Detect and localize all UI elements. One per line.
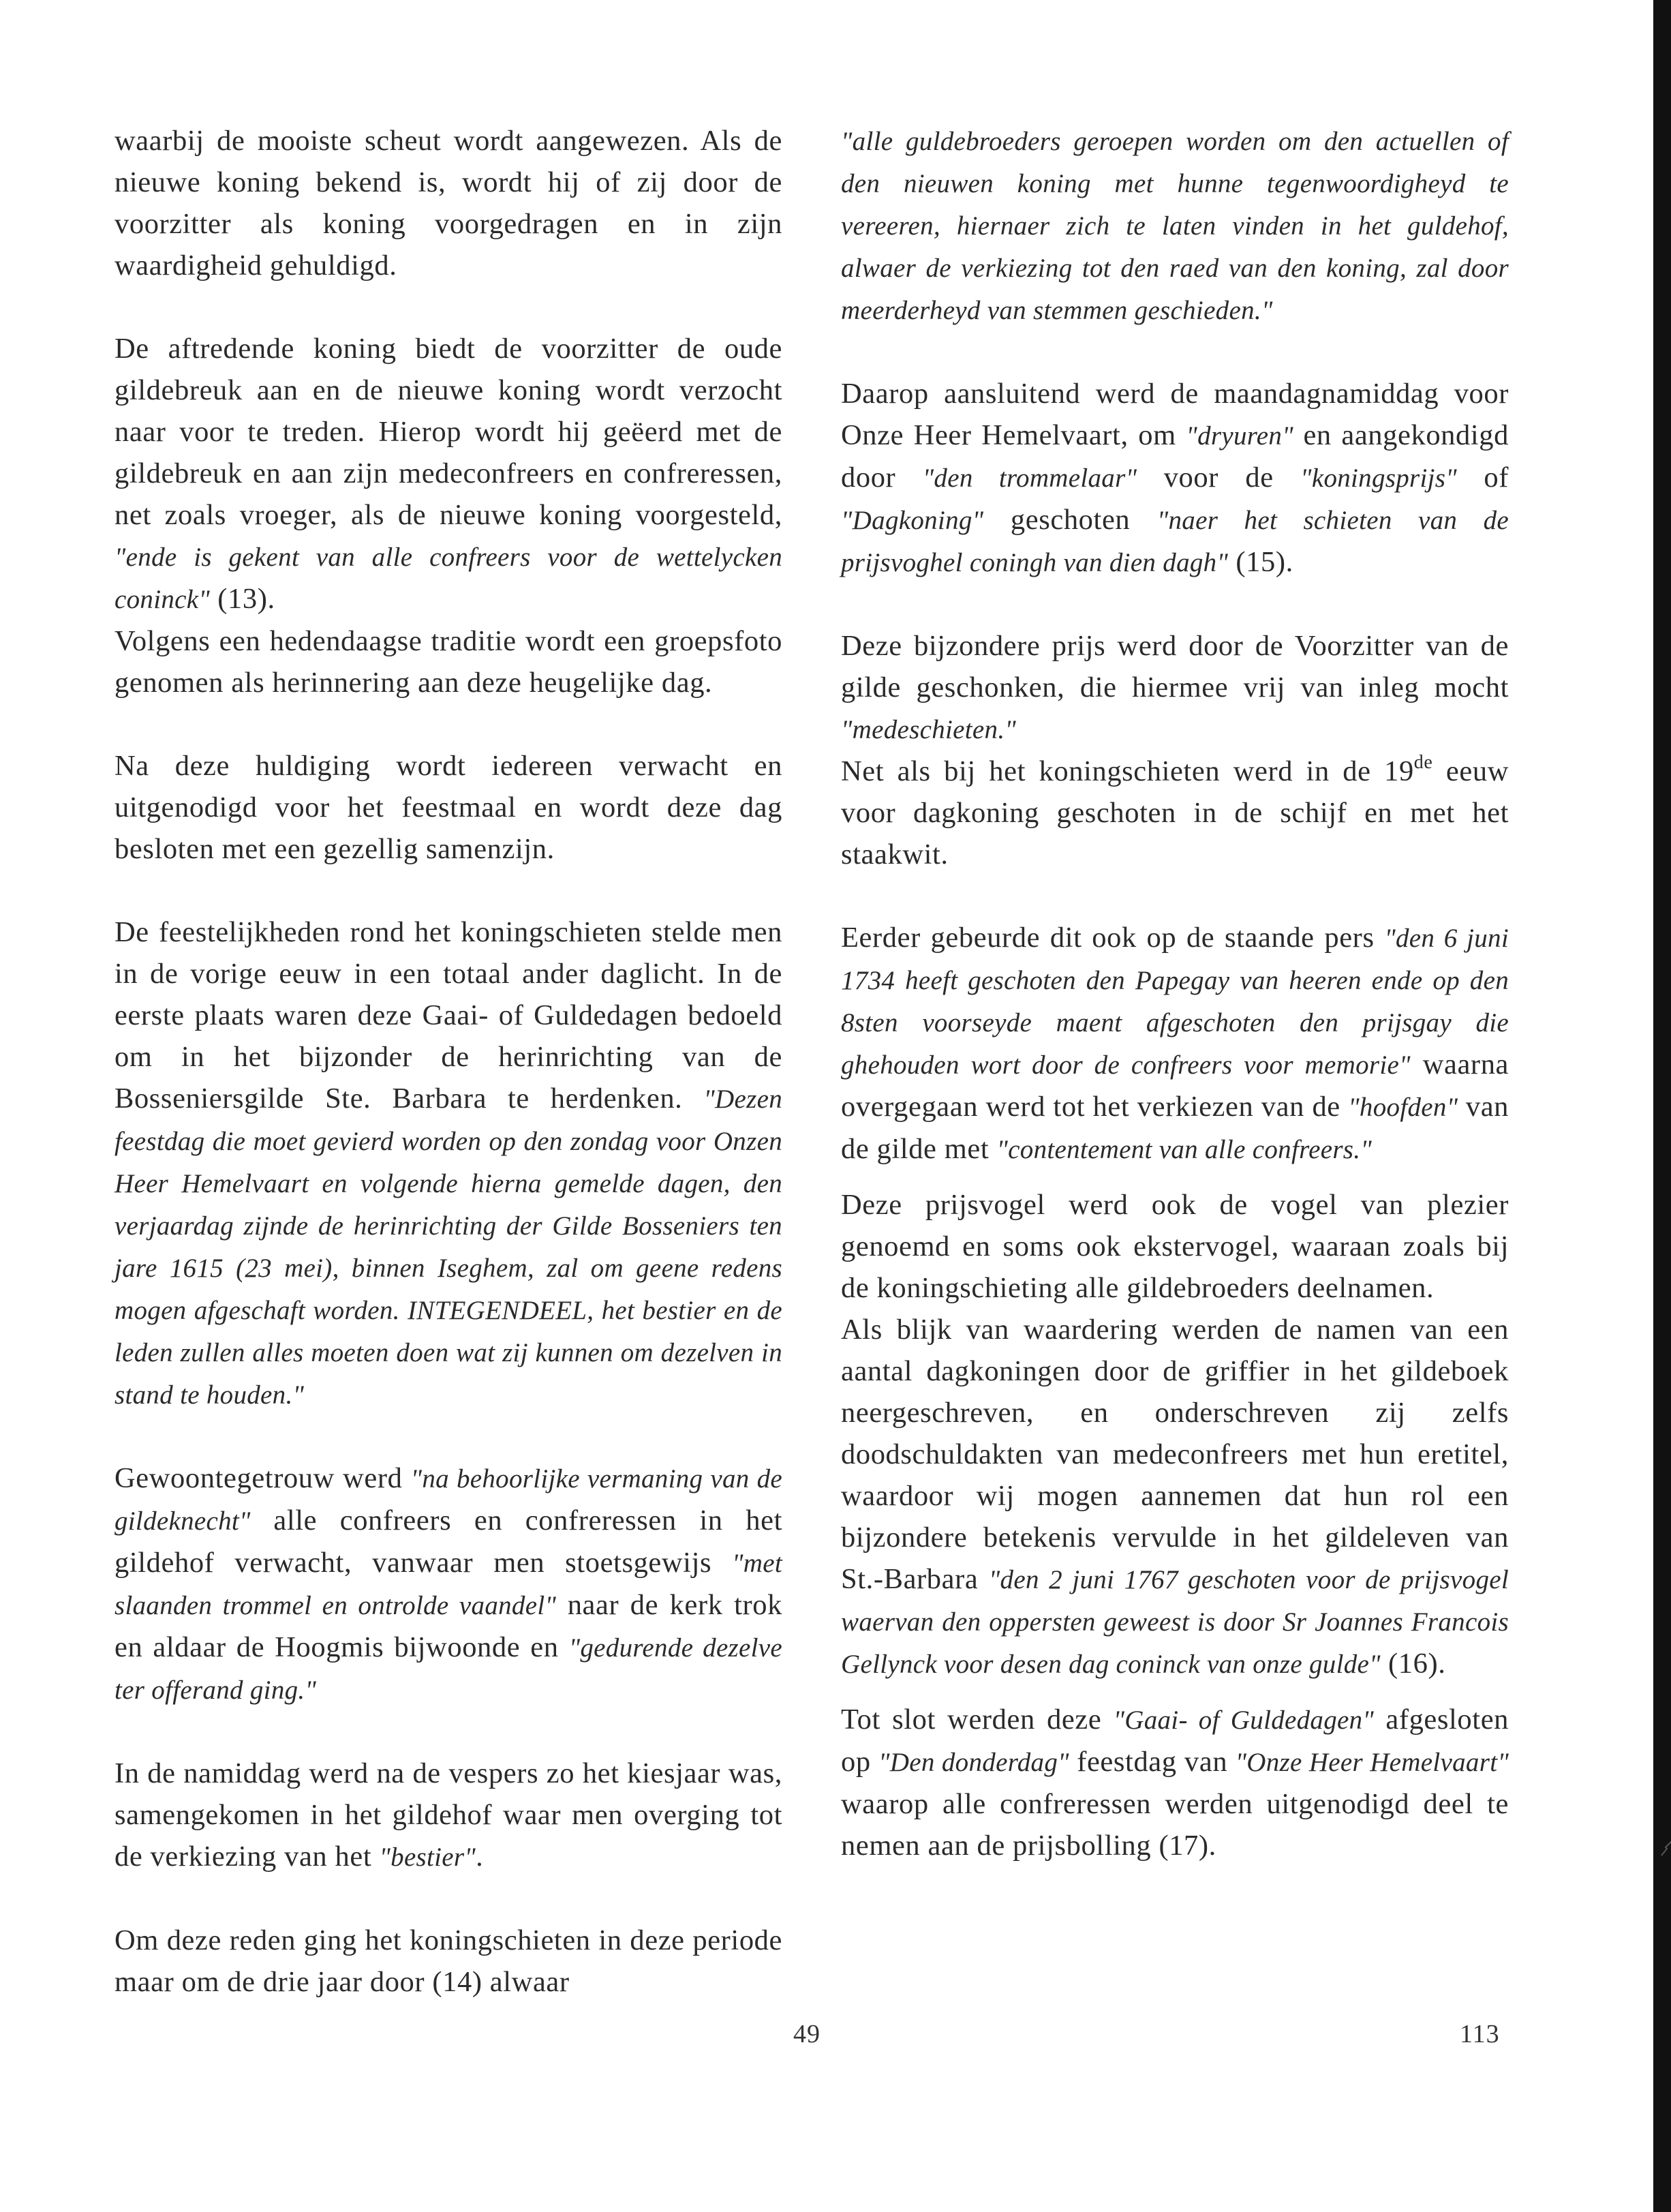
historical-quote: "Dezen feestdag die moet gevierd worden op den zondag voor Onzen Heer Hemelvaart en volgende hierna gemelde dagen, den verjaardag zijnde de herinrichting der Gilde Bosseniers ten jare 1615 (23 mei), binnen Iseghem, zal om geene redens mogen afgeschaft worden. INTEGENDEEL, het bestier en de leden zullen alles moeten doen wat zij kunnen om dezelven in stand te houden." [114,1085,782,1410]
paragraph [114,1457,782,1711]
paragraph-text: naar de kerk trok en aldaar de Hoogmis bijwoonde en [114,1589,782,1663]
historical-quote: "den 6 juni 1734 heeft geschoten den Papegay van heeren ende op den 8sten voorseyde maent afgeschoten den prijsgay die ghehouden wort door de confreers voor memorie" [841,924,1509,1080]
footnote-ref: (15). [1228,546,1293,578]
paragraph-text: en aangekondigd door [841,419,1509,494]
historical-quote: "bestier" [379,1843,476,1872]
paragraph-text: eeuw voor dagkoning geschoten in de schijf en met het staakwit. [841,755,1509,870]
paragraph-text: Gewoontegetrouw werd [114,1462,411,1494]
paragraph-text: waarbij de mooiste scheut wordt aangewezen. Als de nieuwe koning bekend is, wordt hij of zij door de voorzitter als koning voorgedragen en in zijn waardigheid gehuldigd. [114,125,782,282]
paragraph-text: afgesloten op [841,1703,1509,1778]
paragraph-text: van de gilde met [841,1091,1509,1165]
paragraph-text: De aftredende koning biedt de voorzitter de oude gildebreuk aan en de nieuwe koning wordt verzocht naar voor te treden. Hierop wordt hij geëerd met de gildebreuk en aan zijn medeconfreers en confreressen, net zoals vroeger, als de nieuwe koning voorgesteld, [114,333,782,531]
paragraph [114,1920,782,2003]
paragraph-text: Deze bijzondere prijs werd door de Voorzitter van de gilde geschonken, die hiermee vrij van inleg mocht [841,630,1509,703]
paragraph [114,1753,782,1878]
paragraph [841,625,1509,751]
ordinal-superscript: de [1413,752,1433,773]
historical-quote: "Onze Heer Hemelvaart" [1235,1748,1509,1777]
historical-quote: "Gaai- of Guldedagen" [1113,1706,1375,1735]
left-column [114,120,782,2003]
paragraph-text: feestdag van [1069,1746,1236,1778]
paragraph [114,911,782,1416]
paragraph [841,1309,1509,1685]
right-column [841,120,1509,1866]
historical-quote: "Den donderdag" [878,1748,1069,1777]
page-number-left: 49 [793,2020,821,2048]
historical-quote: "den 2 juni 1767 geschoten voor de prijsvogel waervan den oppersten geweest is door Sr Joannes Francois Gellynck voor desen dag coninck van onze gulde" [841,1565,1509,1679]
paragraph-text: Eerder gebeurde dit ook op de staande pers [841,922,1385,954]
paragraph [841,373,1509,584]
historical-quote: "den trommelaar" [922,464,1137,493]
historical-quote: "koningsprijs" [1300,464,1457,493]
paragraph-text: voor de [1137,461,1301,494]
paragraph [114,328,782,620]
paragraph-text: Als blijk van waardering werden de namen van een aantal dagkoningen door de griffier in het gildeboek neergeschreven, en onderschreven zij zelfs doodschuldakten van medeconfreers met hun eretitel, waardoor wij mogen aannemen dat hun rol een bijzondere betekenis vervulde in het gildeleven van St.-Barbara [841,1314,1509,1595]
paragraph-text: of [1456,461,1509,494]
historical-quote: "hoofden" [1348,1093,1458,1122]
paragraph-text: . [476,1840,484,1873]
footnote-ref: (13). [210,583,275,615]
paragraph [841,917,1509,1170]
historical-quote: "ende is gekent van alle confreers voor de wettelycken coninck" [114,543,782,614]
paragraph-text: geschoten [983,504,1157,536]
paragraph-text: In de namiddag werd na de vespers zo het kiesjaar was, samengekomen in het gildehof waar men overging tot de verkiezing van het [114,1757,782,1873]
paragraph-text: waarop alle confreressen werden uitgenodigd deel te nemen aan de prijsbolling (17). [841,1788,1509,1862]
historical-quote: "met slaanden trommel en ontrolde vaandel" [114,1549,782,1620]
historical-quote: "medeschieten." [841,715,1017,744]
paragraph-text: Tot slot werden deze [841,1703,1114,1736]
paragraph-text: De feestelijkheden rond het koningschieten stelde men in de vorige eeuw in een totaal ander daglicht. In de eerste plaats waren deze Gaai- of Guldedagen bedoeld om in het bijzonder de herinrichting van de Bosseniersgilde Ste. Barbara te herdenken. [114,916,782,1115]
paragraph [114,620,782,703]
paragraph-text: Daarop aansluitend werd de maandagnamiddag voor Onze Heer Hemelvaart, om [841,378,1509,451]
paragraph [114,120,782,286]
scan-edge-shadow [1653,0,1671,2212]
page-number-right: 113 [1460,2020,1500,2048]
paragraph-text: waarna overgegaan werd tot het verkiezen van de [841,1048,1509,1123]
historical-quote: "contentement van alle confreers." [996,1135,1373,1164]
historical-quote: "alle guldebroeders geroepen worden om den actuellen of den nieuwen koning met hunne tegenwoordigheyd te vereeren, hiernaer zich te laten vinden in het guldehof, alwaer de verkiezing tot den raed van den koning, zal door meerderheyd van stemmen geschieden." [841,127,1509,325]
paragraph-text: Na deze huldiging wordt iedereen verwacht en uitgenodigd voor het feestmaal en wordt deze dag besloten met een gezellig samenzijn. [114,750,782,865]
paragraph [114,745,782,870]
paragraph [841,1184,1509,1309]
historical-quote: "dryuren" [1186,421,1293,451]
historical-quote: "gedurende dezelve ter offerand ging." [114,1633,782,1705]
paragraph [841,751,1509,875]
historical-quote: "Dagkoning" [841,506,984,535]
paragraph-text: Deze prijsvogel werd ook de vogel van plezier genoemd en soms ook ekstervogel, waaraan zoals bij de koningschieting alle gildebroeders deelnamen. [841,1189,1509,1304]
paragraph-text: Net als bij het koningschieten werd in de 19 [841,755,1414,787]
paragraph [841,1699,1509,1866]
paragraph-text: alle confreers en confreressen in het gildehof verwacht, vanwaar men stoetsgewijs [114,1504,782,1579]
paragraph-text: Om deze reden ging het koningschieten in deze periode maar om de drie jaar door (14) alwaar [114,1924,782,1998]
historical-quote: "na behoorlijke vermaning van de gildeknecht" [114,1464,782,1536]
pencil-mark-icon [1660,1838,1671,1858]
historical-quote: "naer het schieten van de prijsvoghel coningh van dien dagh" [841,506,1509,577]
footnote-ref: (16). [1380,1648,1446,1680]
paragraph-text: Volgens een hedendaagse traditie wordt een groepsfoto genomen als herinnering aan deze heugelijke dag. [114,625,782,699]
paragraph [841,120,1509,331]
